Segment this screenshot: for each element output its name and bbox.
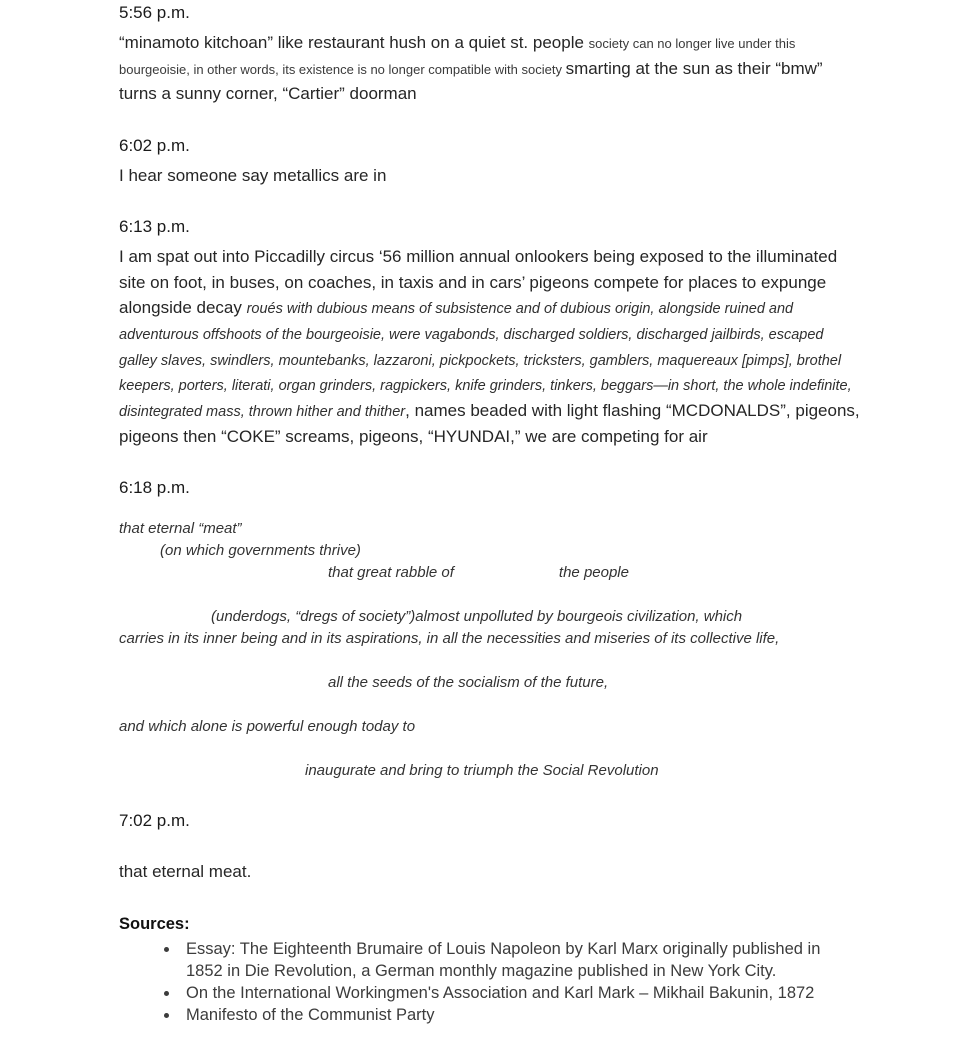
poem-block (119, 518, 861, 782)
poem-line: that eternal “meat” (119, 520, 242, 538)
source-item: • Manifesto of the Communist Party (180, 1004, 861, 1026)
timestamp: 5:56 p.m. (119, 3, 190, 22)
blank-line (119, 738, 861, 760)
poem-line: (on which governments thrive) (160, 542, 361, 560)
entry-sources (119, 913, 861, 1026)
diary-entry (119, 216, 861, 449)
text-segment-normal: I am spat out into Piccadilly circus ‘56 million annual onlookers being exposed to the illuminated site on foot, in buses, on coaches, in taxis and in cars’ pigeons compete for places to expunge alongside decay (119, 247, 838, 317)
paragraph (119, 244, 861, 449)
source-item: • On the International Workingmen's Association and Karl Mark – Mikhail Bakunin, 1872 (180, 982, 861, 1004)
blank-line (119, 584, 861, 606)
poem-line: (underdogs, “dregs of society”)almost unpolluted by bourgeois civilization, which (211, 608, 743, 626)
text-segment-normal: “minamoto kitchoan” like restaurant hush on a quiet st. people (119, 33, 589, 52)
poem-line (328, 562, 861, 584)
text-segment-small: society can no longer live under this bourgeoisie, in other words, its existence is no longer compatible with society (119, 36, 796, 77)
text-segment-normal: smarting at the sun as their “bmw” turns a sunny corner, “Cartier” doorman (119, 58, 823, 103)
timestamp: 6:13 p.m. (119, 217, 190, 236)
document-body (119, 2, 861, 1026)
timestamp: 6:02 p.m. (119, 135, 190, 155)
source-item: • Essay: The Eighteenth Brumaire of Louis Napoleon by Karl Marx originally published in 1852 in Die Revolution, a German monthly magazine published in New York City. (180, 938, 861, 982)
sources-heading: Sources: (119, 914, 190, 933)
diary-entry (119, 810, 861, 885)
diary-entry (119, 2, 861, 107)
text-segment-normal: , names beaded with light flashing “MCDONALDS”, pigeons, pigeons then “COKE” screams, pigeons, “HYUNDAI,” we are competing for air (119, 401, 860, 446)
sources-list (119, 938, 861, 1026)
blank-line (119, 838, 861, 859)
poem-text: that great rabble of (328, 564, 454, 582)
text-segment-normal: I hear someone say metallics are in (119, 165, 387, 185)
poem-line: carries in its inner being and in its aspirations, in all the necessities and miseries of its collective life, (119, 630, 780, 648)
diary-entry (119, 135, 861, 189)
poem-line: inaugurate and bring to triumph the Social Revolution (305, 762, 659, 780)
text-segment-normal: that eternal meat. (119, 862, 252, 882)
paragraph (119, 30, 861, 107)
blank-line (119, 650, 861, 672)
blank-line (119, 694, 861, 716)
paragraph (119, 163, 861, 189)
timestamp: 7:02 p.m. (119, 811, 190, 831)
poem-line: and which alone is powerful enough today to (119, 718, 416, 736)
poem-line: all the seeds of the socialism of the future, (328, 674, 609, 692)
timestamp: 6:18 p.m. (119, 478, 190, 498)
text-segment-quote: roués with dubious means of subsistence and of dubious origin, alongside ruined and adventurous offshoots of the bourgeoisie, were vagabonds, discharged soldiers, discharged jailbirds, escaped galley slaves, swindlers, mountebanks, lazzaroni, pickpockets, tricksters, gamblers, maquereaux [pimps], brothel keepers, porters, literati, organ grinders, ragpickers, knife grinders, tinkers, beggars—in short, the whole indefinite, disintegrated mass, thrown hither and thither (119, 301, 852, 420)
poem-text: the people (558, 564, 629, 582)
diary-entry (119, 477, 861, 782)
paragraph (119, 859, 861, 885)
